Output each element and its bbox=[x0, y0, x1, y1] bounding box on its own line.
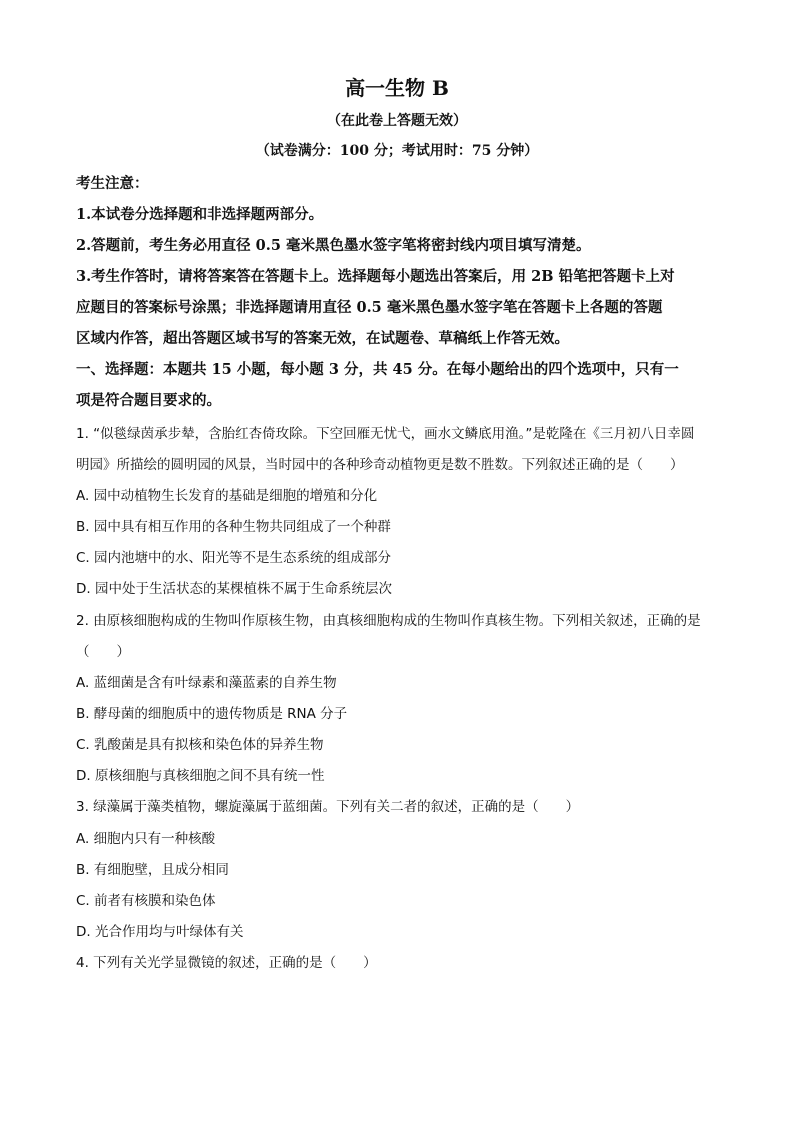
notice-item-3-line-1: 3.考生作答时，请将答案答在答题卡上。选择题每小题选出答案后，用 2B 铅笔把答题卡上对 bbox=[76, 268, 675, 285]
question-3-option-b: B. 有细胞壁，且成分相同 bbox=[76, 862, 229, 878]
notice-item-3-line-2: 应题目的答案标号涂黑；非选择题请用直径 0.5 毫米黑色墨水签字笔在答题卡上各题的答题 bbox=[76, 299, 663, 316]
question-2-option-b: B. 酵母菌的细胞质中的遗传物质是 RNA 分子 bbox=[76, 706, 348, 722]
page-title: 高一生物 B bbox=[345, 76, 449, 100]
question-1-stem-line-2: 明园》所描绘的圆明园的风景，当时园中的各种珍奇动植物更是数不胜数。下列叙述正确的是（ ） bbox=[76, 457, 684, 473]
notice-heading: 考生注意： bbox=[76, 175, 149, 192]
question-3-option-d: D. 光合作用均与叶绿体有关 bbox=[76, 924, 244, 940]
question-4-stem: 4. 下列有关光学显微镜的叙述，正确的是（ ） bbox=[76, 955, 377, 971]
subtitle: （在此卷上答题无效） bbox=[327, 113, 467, 129]
exam-info: （试卷满分：100 分；考试用时：75 分钟） bbox=[255, 143, 539, 159]
notice-item-2: 2.答题前，考生务必用直径 0.5 毫米黑色墨水签字笔将密封线内项目填写清楚。 bbox=[76, 237, 591, 254]
question-1-option-a: A. 园中动植物生长发育的基础是细胞的增殖和分化 bbox=[76, 488, 378, 504]
question-2-option-c: C. 乳酸菌是具有拟核和染色体的异养生物 bbox=[76, 737, 324, 753]
question-1-option-d: D. 园中处于生活状态的某棵植株不属于生命系统层次 bbox=[76, 581, 392, 597]
section-1-heading-line-2: 项是符合题目要求的。 bbox=[76, 392, 221, 409]
question-2-option-a: A. 蓝细菌是含有叶绿素和藻蓝素的自养生物 bbox=[76, 675, 337, 691]
question-1-option-b: B. 园中具有相互作用的各种生物共同组成了一个种群 bbox=[76, 519, 391, 535]
question-3-option-c: C. 前者有核膜和染色体 bbox=[76, 893, 216, 909]
question-3-option-a: A. 细胞内只有一种核酸 bbox=[76, 831, 216, 847]
question-2-stem-line-1: 2. 由原核细胞构成的生物叫作原核生物，由真核细胞构成的生物叫作真核生物。下列相关叙述，正确的是 bbox=[76, 613, 701, 629]
notice-item-3-line-3: 区域内作答，超出答题区域书写的答案无效，在试题卷、草稿纸上作答无效。 bbox=[76, 330, 569, 347]
question-3-stem: 3. 绿藻属于藻类植物，螺旋藻属于蓝细菌。下列有关二者的叙述，正确的是（ ） bbox=[76, 799, 580, 815]
notice-item-1: 1.本试卷分选择题和非选择题两部分。 bbox=[76, 206, 324, 223]
question-1-option-c: C. 园内池塘中的水、阳光等不是生态系统的组成部分 bbox=[76, 550, 392, 566]
question-2-stem-line-2: （ ） bbox=[76, 644, 130, 660]
section-1-heading-line-1: 一、选择题：本题共 15 小题，每小题 3 分，共 45 分。在每小题给出的四个选项中，只有一 bbox=[76, 361, 679, 378]
question-1-stem-line-1: 1. “似毯绿茵承步辇，含胎红杏倚玫除。下空回雁无忧弋，画水文鳞底用渔。”是乾隆在《三月初八日幸圆 bbox=[76, 426, 695, 442]
question-2-option-d: D. 原核细胞与真核细胞之间不具有统一性 bbox=[76, 768, 325, 784]
